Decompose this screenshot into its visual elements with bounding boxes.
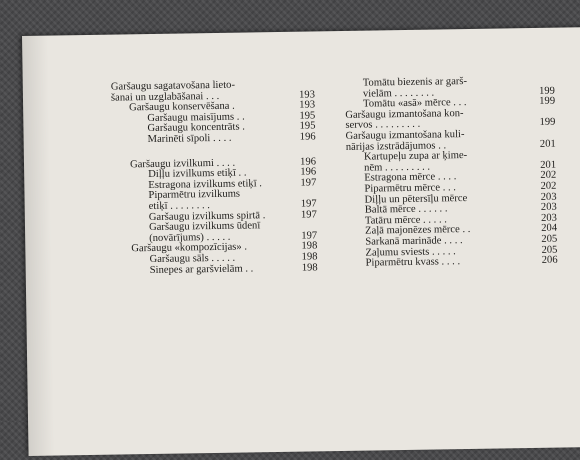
toc-entry-title: Zaļā majonēzes mērce . .: [365, 224, 471, 237]
toc-column-right: [345, 76, 558, 270]
toc-entry-page-number: 197: [300, 198, 317, 210]
toc-entry-page-number: 195: [299, 120, 316, 133]
toc-entry-title: Diļļu un pētersīļu mērce: [364, 192, 468, 206]
toc-entry-title: Kartupeļu zupa ar ķime-: [363, 150, 468, 163]
toc-entry-title: Tomātu «asā» mērce . . .: [363, 97, 467, 110]
toc-entry-page-number: 196: [300, 155, 317, 168]
toc-entry-page-number: 202: [540, 180, 557, 192]
toc-entry-title: nārijas izstrādājumos . .: [345, 139, 447, 153]
toc-entry-page-number: 197: [301, 230, 318, 242]
toc-entry-page-number: 203: [540, 212, 558, 224]
toc-entry-title: etiķī . . . . . . . .: [148, 200, 210, 212]
toc-entry-title: Garšaugu koncentrāts .: [147, 121, 245, 135]
toc-entry-title: Estragona izvilkums etiķī .: [148, 178, 263, 191]
toc-column-left: [111, 79, 318, 276]
toc-entry-title: Garšaugu sāls . . . . .: [149, 252, 236, 265]
toc-entry-title: Diļļu izvilkums etiķī . .: [148, 167, 247, 181]
book-page: [22, 27, 580, 456]
toc-entry-title: Garšaugu izmantošana kuli-: [345, 129, 465, 142]
toc-entry-title: Garšaugu sagatavošana lieto-: [110, 79, 236, 93]
toc-entry-title: (novārījums) . . . . .: [149, 231, 231, 244]
toc-entry-page-number: 198: [301, 261, 318, 274]
toc-entry-title: Garšaugu izvilkumi . . . .: [129, 157, 236, 170]
toc-entry-title: Garšaugu «kompozīcijas» .: [131, 241, 248, 255]
toc-entry-title: Piparmētru mērce . . .: [364, 182, 457, 195]
toc-entry-page-number: 205: [541, 244, 558, 256]
toc-entry-page-number: 196: [300, 166, 317, 178]
toc-entry-title: Garšaugu izvilkums ūdenī: [148, 220, 261, 234]
toc-entry-title: Sarkanā marināde . . . .: [365, 235, 463, 248]
toc-entry-page-number: 202: [540, 169, 557, 182]
toc-entry-page-number: 197: [300, 208, 317, 221]
toc-entry-title: Piparmētru izvilkums: [148, 188, 241, 202]
toc-entry-page-number: 201: [539, 138, 556, 150]
toc-entry-title: Tomātu biezenis ar garš-: [362, 76, 468, 89]
toc-entry-title: Sinepes ar garšvielām . .: [149, 262, 254, 276]
toc-entry-page-number: 193: [298, 89, 316, 101]
toc-entry-page-number: 199: [539, 117, 556, 129]
toc-entry-page-number: 201: [540, 159, 557, 171]
toc-entry-title: servos . . . . . . . . .: [345, 119, 421, 132]
toc-entry-page-number: 206: [541, 254, 558, 266]
toc-entry-title: Tatāru mērce . . . . .: [364, 214, 447, 227]
toc-entry-title: šanai un uzglabāšanai . . .: [110, 90, 220, 104]
toc-entry-page-number: 203: [540, 191, 557, 203]
toc-entry-title: vielām . . . . . . . .: [362, 87, 435, 100]
toc-entry-title: Garšaugu izvilkums spirtā .: [148, 209, 266, 223]
toc-entry-page-number: 196: [299, 131, 316, 143]
toc-entry-title: Baltā mērce . . . . . .: [364, 203, 448, 216]
toc-entry-title: Marinēti sīpoli . . . .: [147, 132, 232, 146]
toc-entry-title: nēm . . . . . . . . .: [364, 161, 431, 174]
toc-entry-title: Zaļumu sviests . . . . .: [365, 245, 456, 259]
toc-entry-page-number: 205: [541, 233, 558, 245]
toc-entry-page-number: 204: [541, 222, 558, 235]
toc-entry-page-number: 203: [540, 201, 557, 213]
toc-entry-title: Garšaugu konservēšana .: [129, 100, 235, 114]
toc-entry-title: Garšaugu maisījums . .: [147, 111, 245, 124]
toc-entry-page-number: 195: [299, 110, 316, 122]
toc-entry-title: Piparmētru kvass . . . .: [365, 256, 461, 269]
toc-entry: [114, 263, 318, 277]
toc-entry-page-number: 198: [301, 251, 318, 263]
toc-entry-title: Estragona mērce . . . .: [364, 171, 457, 184]
toc-entry-page-number: 198: [301, 240, 318, 252]
toc-entry: [348, 256, 558, 270]
toc-entry-page-number: 197: [300, 177, 317, 189]
toc-entry-page-number: 199: [538, 85, 556, 97]
toc-entry-page-number: 199: [539, 95, 556, 108]
toc-entry-page-number: 193: [299, 99, 316, 111]
toc-entry-title: Garšaugu izmantošana kon-: [345, 107, 464, 121]
